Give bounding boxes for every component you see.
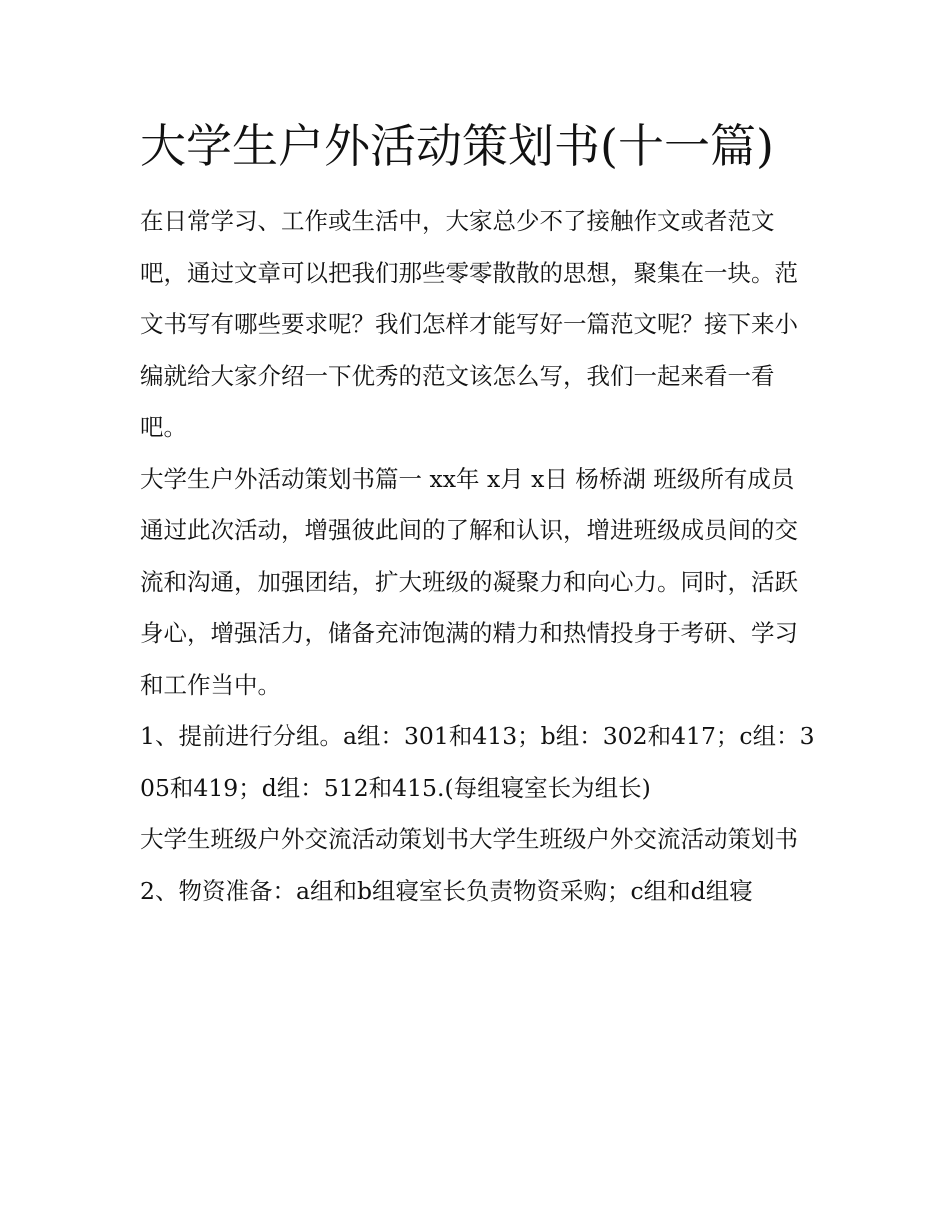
purpose-paragraph: 通过此次活动，增强彼此间的了解和认识，增进班级成员间的交流和沟通，加强团结，扩大班级的凝聚力和向心力。同时，活跃身心，增强活力，储备充沛饱满的精力和热情投身于考研、学习和工作当中。 bbox=[140, 516, 798, 699]
step-1-paragraph: 1、提前进行分组。a组：301和413；b组：302和417；c组：305和419；d组：512和415.(每组寝室长为组长) bbox=[140, 722, 815, 802]
intro-paragraph: 在日常学习、工作或生活中，大家总少不了接触作文或者范文吧，通过文章可以把我们那些零零散散的思想，聚集在一块。范文书写有哪些要求呢？我们怎样才能写好一篇范文呢？接下来小编就给大家介绍一下优秀的范文该怎么写，我们一起来看一看吧。 bbox=[140, 207, 798, 441]
document-body bbox=[140, 108, 820, 917]
step-2-paragraph: 2、物资准备：a组和b组寝室长负责物资采购；c组和d组寝 bbox=[140, 876, 753, 905]
document-title: 大学生户外活动策划书(十一篇) bbox=[140, 119, 774, 173]
section-heading-line: 大学生户外活动策划书篇一 xx年 x月 x日 杨桥湖 班级所有成员 bbox=[140, 464, 795, 493]
repeated-title-line: 大学生班级户外交流活动策划书大学生班级户外交流活动策划书 bbox=[140, 825, 798, 853]
